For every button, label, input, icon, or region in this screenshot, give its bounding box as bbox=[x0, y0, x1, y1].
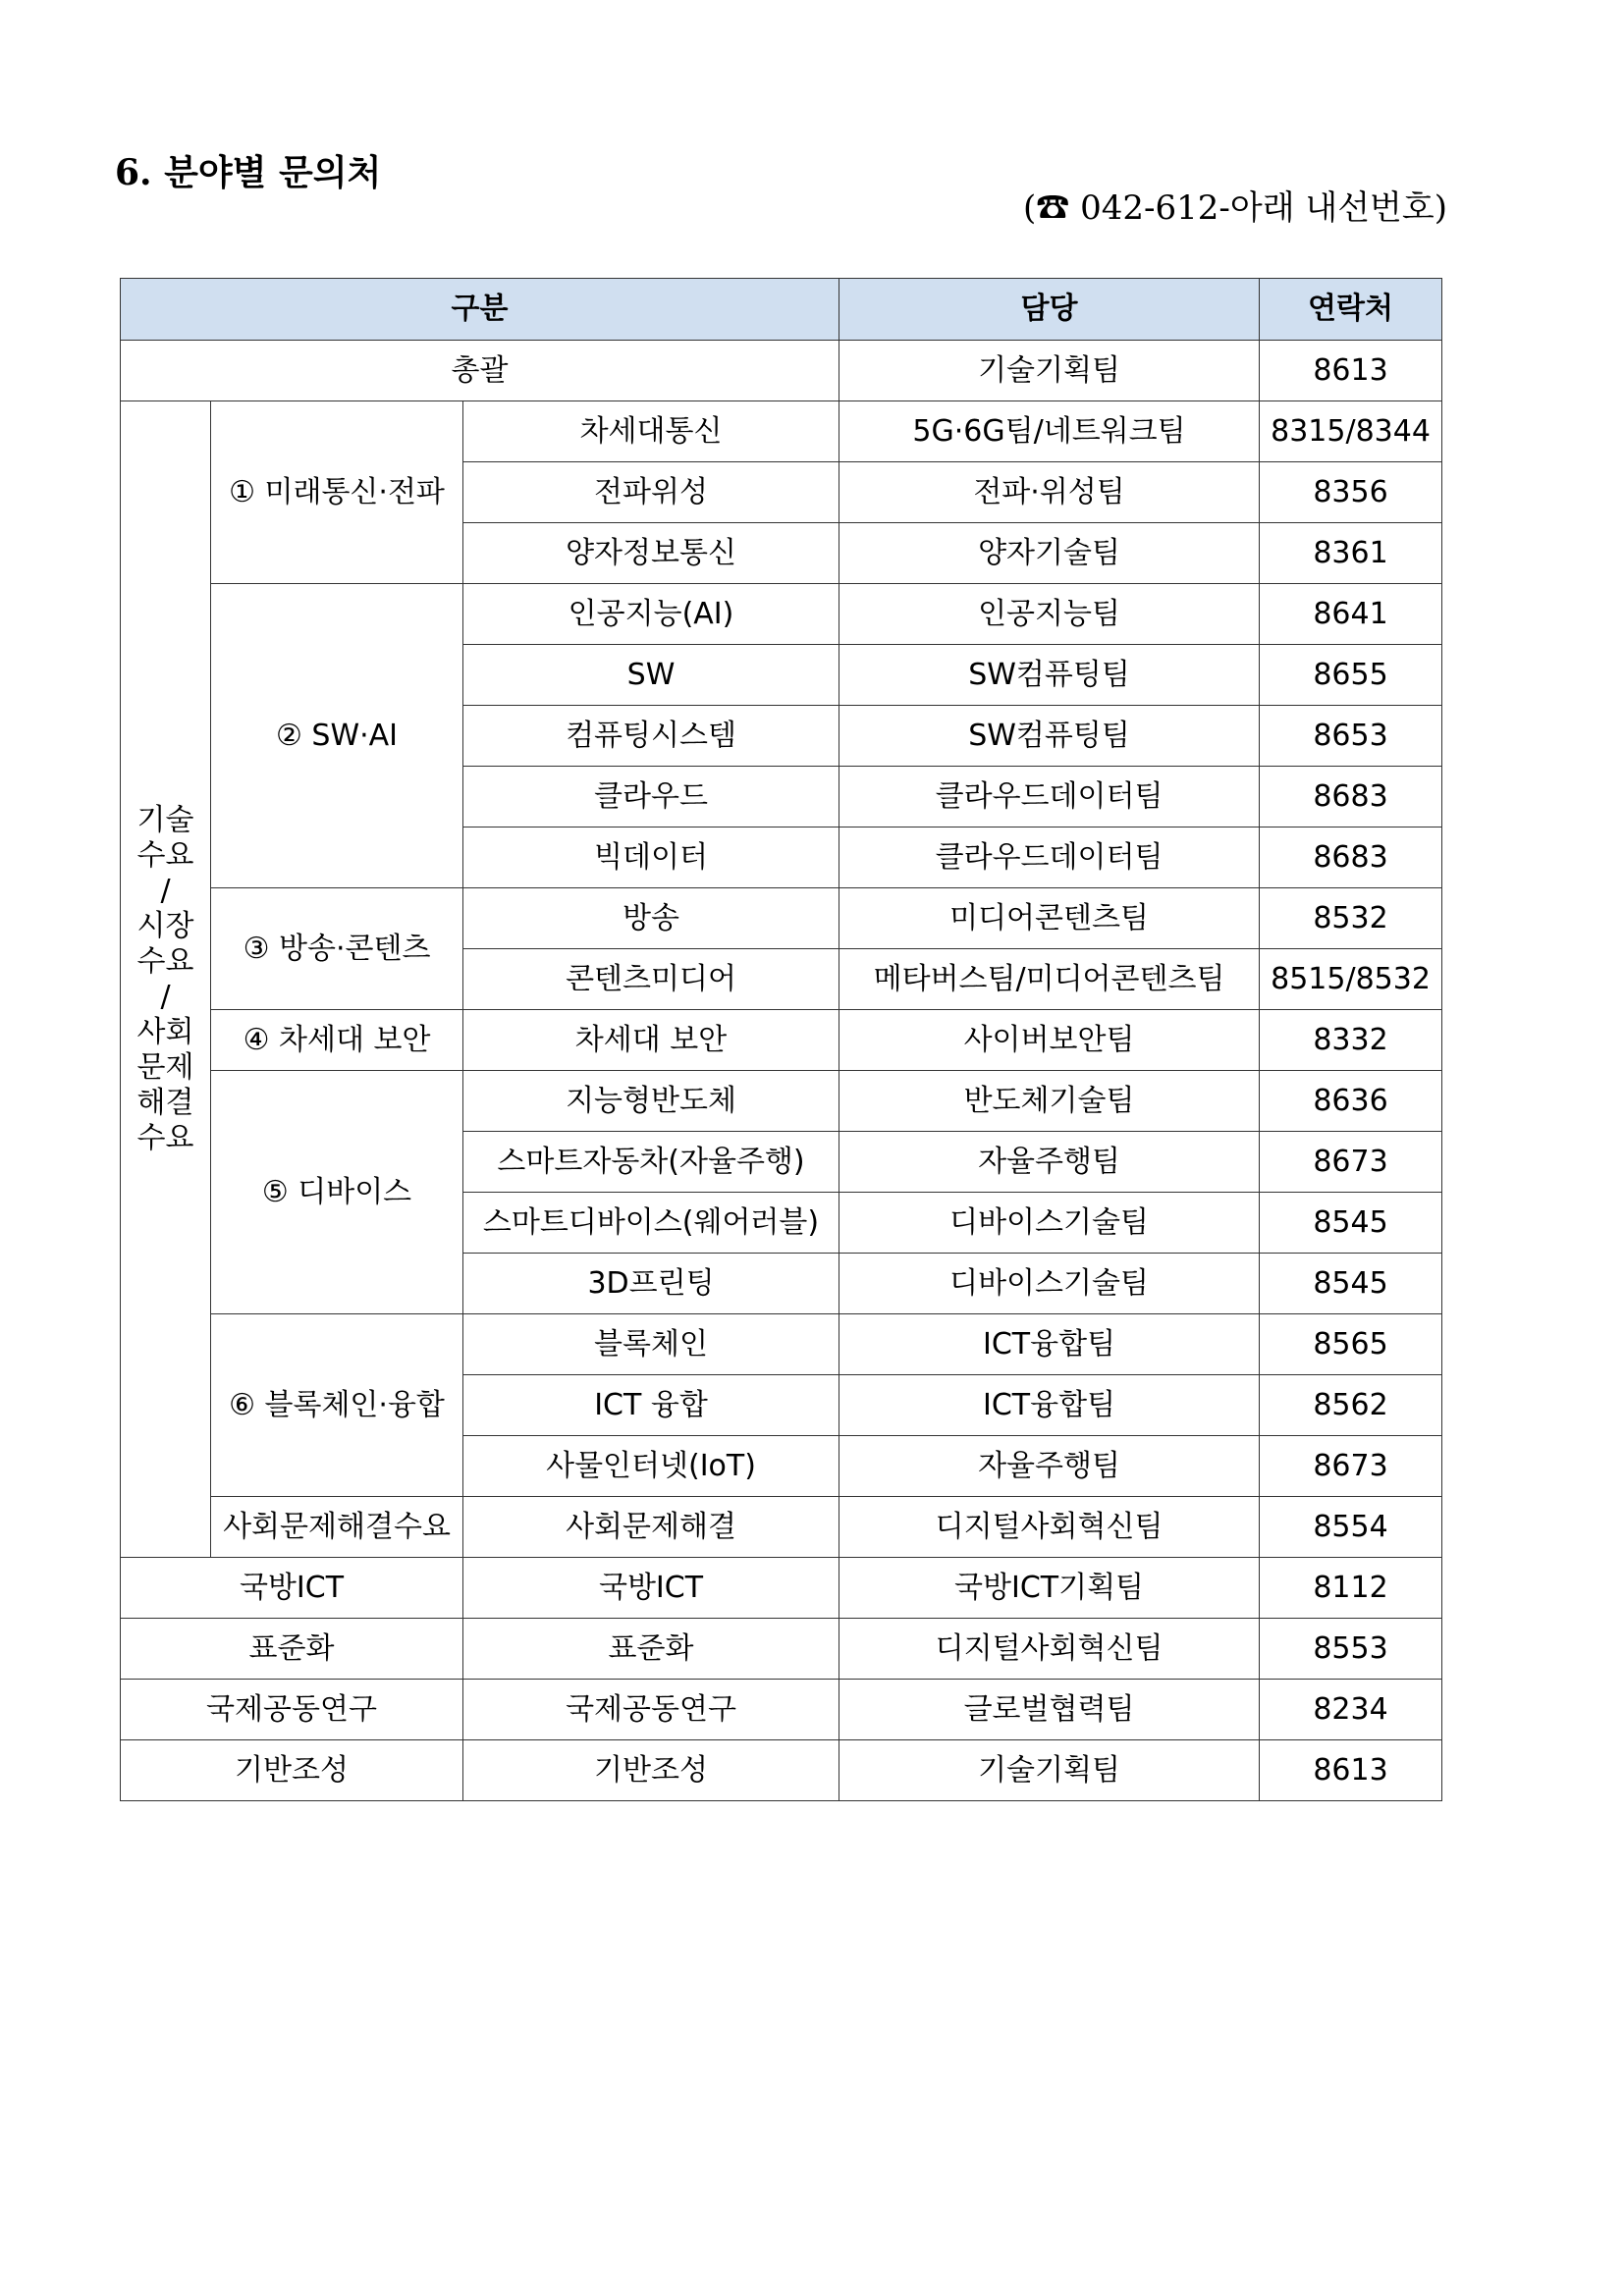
team-cell: 메타버스팀/미디어콘텐츠팀 bbox=[839, 949, 1260, 1010]
contact-cell: 8641 bbox=[1260, 584, 1442, 645]
team-cell: 글로벌협력팀 bbox=[839, 1680, 1260, 1740]
field-cell: 3D프린팅 bbox=[463, 1254, 839, 1314]
demand-category-line: 기술 bbox=[136, 802, 194, 837]
telephone-icon: ☎ bbox=[1036, 188, 1070, 228]
contact-cell: 8565 bbox=[1260, 1314, 1442, 1375]
general-team: 기술기획팀 bbox=[839, 341, 1260, 401]
field-cell: 기반조성 bbox=[463, 1740, 839, 1801]
team-cell: 디지털사회혁신팀 bbox=[839, 1497, 1260, 1558]
table-row bbox=[121, 584, 1442, 645]
field-cell: 국제공동연구 bbox=[463, 1680, 839, 1740]
demand-category-line: 해결 bbox=[136, 1085, 194, 1120]
table-row bbox=[121, 401, 1442, 462]
group-label: ③ 방송·콘텐츠 bbox=[211, 888, 463, 1010]
demand-category-line: 시장 bbox=[136, 908, 194, 943]
group-label: ① 미래통신·전파 bbox=[211, 401, 463, 584]
table-header-row bbox=[121, 279, 1442, 341]
category-label: 국방ICT bbox=[121, 1558, 463, 1619]
demand-category-line: 문제 bbox=[136, 1049, 194, 1085]
table-row-general bbox=[121, 341, 1442, 401]
team-cell: 반도체기술팀 bbox=[839, 1071, 1260, 1132]
group-label: ② SW·AI bbox=[211, 584, 463, 888]
field-cell: 빅데이터 bbox=[463, 828, 839, 888]
contact-cell: 8554 bbox=[1260, 1497, 1442, 1558]
team-cell: 클라우드데이터팀 bbox=[839, 828, 1260, 888]
table-row bbox=[121, 888, 1442, 949]
team-cell: SW컴퓨팅팀 bbox=[839, 706, 1260, 767]
demand-category-line: 수요 bbox=[136, 943, 194, 979]
team-cell: SW컴퓨팅팀 bbox=[839, 645, 1260, 706]
table-row bbox=[121, 1619, 1442, 1680]
contact-cell: 8532 bbox=[1260, 888, 1442, 949]
phone-note-text: 042-612-아래 내선번호) bbox=[1069, 188, 1447, 228]
group-label: 사회문제해결수요 bbox=[211, 1497, 463, 1558]
team-cell: ICT융합팀 bbox=[839, 1375, 1260, 1436]
contact-cell: 8315/8344 bbox=[1260, 401, 1442, 462]
general-contact: 8613 bbox=[1260, 341, 1442, 401]
table-row bbox=[121, 1497, 1442, 1558]
team-cell: 미디어콘텐츠팀 bbox=[839, 888, 1260, 949]
category-label: 국제공동연구 bbox=[121, 1680, 463, 1740]
field-cell: 사회문제해결 bbox=[463, 1497, 839, 1558]
contact-cell: 8683 bbox=[1260, 767, 1442, 828]
demand-category-line: / bbox=[160, 873, 171, 908]
team-cell: 5G·6G팀/네트워크팀 bbox=[839, 401, 1260, 462]
field-cell: ICT 융합 bbox=[463, 1375, 839, 1436]
contact-cell: 8545 bbox=[1260, 1254, 1442, 1314]
contact-cell: 8562 bbox=[1260, 1375, 1442, 1436]
contact-cell: 8613 bbox=[1260, 1740, 1442, 1801]
table-row bbox=[121, 1558, 1442, 1619]
field-cell: 차세대통신 bbox=[463, 401, 839, 462]
field-cell: 블록체인 bbox=[463, 1314, 839, 1375]
page-heading: 6. 분야별 문의처 bbox=[115, 152, 382, 193]
group-label: ④ 차세대 보안 bbox=[211, 1010, 463, 1071]
field-cell: 스마트자동차(자율주행) bbox=[463, 1132, 839, 1193]
team-cell: 자율주행팀 bbox=[839, 1436, 1260, 1497]
header-team: 담당 bbox=[839, 279, 1260, 341]
team-cell: 국방ICT기획팀 bbox=[839, 1558, 1260, 1619]
header-contact: 연락처 bbox=[1260, 279, 1442, 341]
team-cell: ICT융합팀 bbox=[839, 1314, 1260, 1375]
contact-table bbox=[120, 278, 1442, 1801]
field-cell: 표준화 bbox=[463, 1619, 839, 1680]
team-cell: 클라우드데이터팀 bbox=[839, 767, 1260, 828]
team-cell: 양자기술팀 bbox=[839, 523, 1260, 584]
field-cell: 전파위성 bbox=[463, 462, 839, 523]
field-cell: 클라우드 bbox=[463, 767, 839, 828]
category-label: 기반조성 bbox=[121, 1740, 463, 1801]
field-cell: 스마트디바이스(웨어러블) bbox=[463, 1193, 839, 1254]
field-cell: 컴퓨팅시스템 bbox=[463, 706, 839, 767]
field-cell: 방송 bbox=[463, 888, 839, 949]
field-cell: 인공지능(AI) bbox=[463, 584, 839, 645]
team-cell: 디바이스기술팀 bbox=[839, 1193, 1260, 1254]
phone-note-open: ( bbox=[1023, 188, 1037, 228]
demand-category-line: 수요 bbox=[136, 1120, 194, 1155]
phone-note bbox=[1023, 181, 1447, 229]
field-cell: 차세대 보안 bbox=[463, 1010, 839, 1071]
group-label: ⑥ 블록체인·융합 bbox=[211, 1314, 463, 1497]
table-row bbox=[121, 1680, 1442, 1740]
contact-cell: 8683 bbox=[1260, 828, 1442, 888]
general-label: 총괄 bbox=[121, 341, 839, 401]
header-category: 구분 bbox=[121, 279, 839, 341]
table-row bbox=[121, 1010, 1442, 1071]
category-label: 표준화 bbox=[121, 1619, 463, 1680]
contact-cell: 8332 bbox=[1260, 1010, 1442, 1071]
contact-cell: 8545 bbox=[1260, 1193, 1442, 1254]
demand-category-line: 수요 bbox=[136, 837, 194, 873]
table-row bbox=[121, 1071, 1442, 1132]
contact-cell: 8673 bbox=[1260, 1436, 1442, 1497]
field-cell: 사물인터넷(IoT) bbox=[463, 1436, 839, 1497]
team-cell: 전파·위성팀 bbox=[839, 462, 1260, 523]
contact-cell: 8361 bbox=[1260, 523, 1442, 584]
contact-cell: 8515/8532 bbox=[1260, 949, 1442, 1010]
field-cell: 양자정보통신 bbox=[463, 523, 839, 584]
table-body bbox=[121, 341, 1442, 1801]
field-cell: SW bbox=[463, 645, 839, 706]
team-cell: 인공지능팀 bbox=[839, 584, 1260, 645]
field-cell: 콘텐츠미디어 bbox=[463, 949, 839, 1010]
table-row bbox=[121, 1740, 1442, 1801]
demand-category-cell bbox=[121, 401, 211, 1558]
table-row bbox=[121, 1314, 1442, 1375]
field-cell: 지능형반도체 bbox=[463, 1071, 839, 1132]
contact-cell: 8234 bbox=[1260, 1680, 1442, 1740]
contact-cell: 8655 bbox=[1260, 645, 1442, 706]
contact-cell: 8553 bbox=[1260, 1619, 1442, 1680]
contact-cell: 8673 bbox=[1260, 1132, 1442, 1193]
team-cell: 기술기획팀 bbox=[839, 1740, 1260, 1801]
contact-cell: 8356 bbox=[1260, 462, 1442, 523]
team-cell: 자율주행팀 bbox=[839, 1132, 1260, 1193]
team-cell: 디바이스기술팀 bbox=[839, 1254, 1260, 1314]
demand-category-line: 사회 bbox=[136, 1014, 194, 1049]
contact-cell: 8112 bbox=[1260, 1558, 1442, 1619]
group-label: ⑤ 디바이스 bbox=[211, 1071, 463, 1314]
team-cell: 사이버보안팀 bbox=[839, 1010, 1260, 1071]
contact-cell: 8653 bbox=[1260, 706, 1442, 767]
contact-cell: 8636 bbox=[1260, 1071, 1442, 1132]
field-cell: 국방ICT bbox=[463, 1558, 839, 1619]
team-cell: 디지털사회혁신팀 bbox=[839, 1619, 1260, 1680]
demand-category-line: / bbox=[160, 979, 171, 1014]
